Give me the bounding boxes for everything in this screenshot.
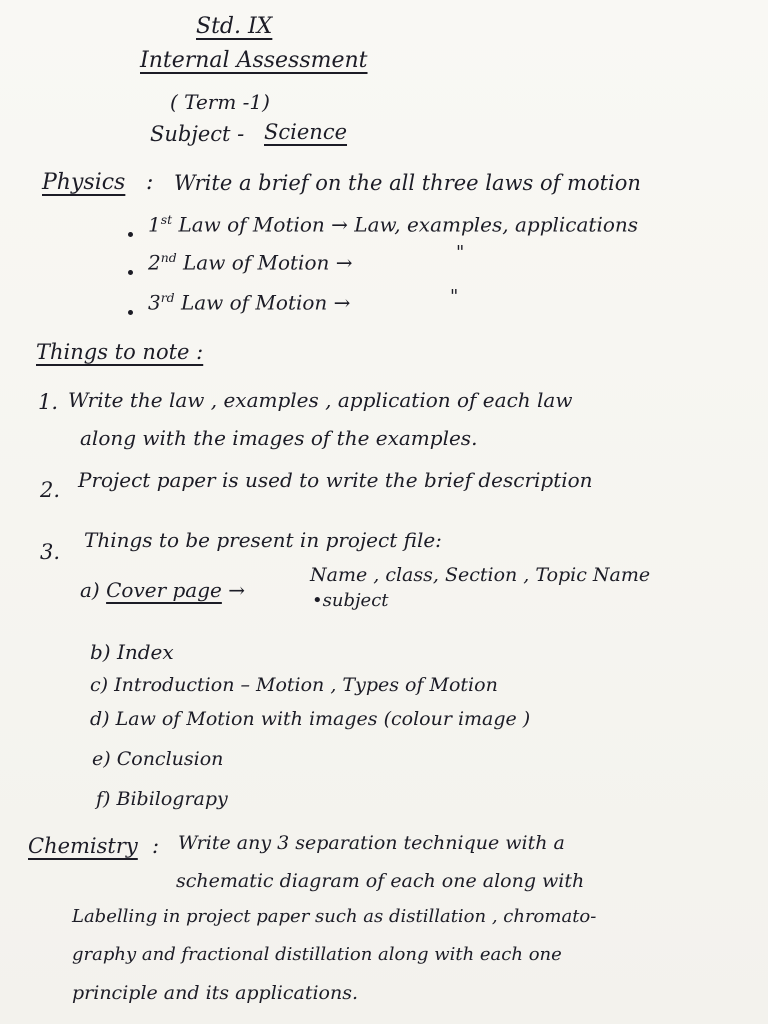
law-1-arrow: → <box>331 212 348 237</box>
chemistry-line-5: principle and its applications. <box>72 982 359 1004</box>
law-1-suffix: st <box>160 212 173 227</box>
file-item-e <box>92 750 223 769</box>
note-3-line1: Things to be present in project file: <box>84 528 442 552</box>
file-item-d <box>90 710 530 729</box>
file-item-a-letter: a) <box>80 578 100 602</box>
file-item-b-letter: b) <box>90 640 111 664</box>
file-item-b-text: Index <box>116 640 174 664</box>
law-3-suffix: rd <box>160 290 175 305</box>
file-item-d-letter: d) <box>90 708 110 730</box>
subject-label: Subject - <box>150 122 245 146</box>
note-1-number: 1. <box>38 390 59 414</box>
law-1-text: Law of Motion <box>178 212 325 237</box>
law-2 <box>148 250 353 275</box>
law-2-suffix: nd <box>160 250 177 265</box>
chemistry-line-2: schematic diagram of each one along with <box>176 870 585 892</box>
notes-heading: Things to note : <box>36 340 204 364</box>
chemistry-heading: Chemistry <box>28 834 138 858</box>
page-title: Internal Assessment <box>140 48 368 73</box>
subject-value: Science <box>264 120 348 144</box>
term-label: ( Term -1) <box>170 90 270 114</box>
law-3-ditto: " <box>450 286 459 307</box>
law-2-bullet <box>128 270 133 275</box>
chemistry-line-3: Labelling in project paper such as distillation , chromato- <box>72 906 597 927</box>
file-item-a-details: Name , class, Section , Topic Name <box>310 564 651 586</box>
chemistry-line-1: Write any 3 separation technique with a <box>178 832 565 854</box>
law-3-arrow: → <box>333 290 351 315</box>
law-1-details: Law, examples, applications <box>354 212 639 237</box>
chemistry-colon: : <box>152 834 160 858</box>
note-1-line1: Write the law , examples , application of each law <box>68 388 573 412</box>
file-item-c <box>90 676 498 695</box>
law-3 <box>148 290 351 315</box>
physics-heading: Physics <box>42 170 126 195</box>
file-item-a-arrow: → <box>228 578 245 602</box>
file-item-a <box>80 580 245 600</box>
law-3-bullet <box>128 310 133 315</box>
note-3-number: 3. <box>40 540 61 564</box>
note-2-line1: Project paper is used to write the brief description <box>78 468 593 492</box>
note-2-number: 2. <box>40 478 61 502</box>
law-1 <box>148 212 639 237</box>
file-item-b <box>90 642 174 662</box>
law-3-text: Law of Motion <box>180 290 328 315</box>
law-2-ditto: " <box>456 242 465 263</box>
file-item-a-text: Cover page <box>106 578 222 602</box>
law-1-bullet <box>128 232 133 237</box>
file-item-e-letter: e) <box>92 748 111 770</box>
file-item-f-letter: f) <box>96 788 111 810</box>
file-item-e-text: Conclusion <box>116 748 224 770</box>
file-item-f <box>96 790 228 809</box>
physics-colon: : <box>146 170 154 195</box>
law-3-ordinal: 3 <box>148 290 161 315</box>
note-1-line2: along with the images of the examples. <box>80 426 478 450</box>
file-item-d-text: Law of Motion with images (colour image ) <box>115 708 531 730</box>
file-item-c-letter: c) <box>90 674 109 696</box>
law-2-text: Law of Motion <box>183 250 330 275</box>
file-item-c-text: Introduction – Motion , Types of Motion <box>114 674 498 696</box>
law-2-ordinal: 2 <box>148 250 161 275</box>
file-item-a-subject: •subject <box>312 590 389 611</box>
chemistry-line-4: graphy and fractional distillation along with each one <box>72 944 562 965</box>
law-1-ordinal: 1 <box>148 212 161 237</box>
physics-instruction: Write a brief on the all three laws of motion <box>174 171 641 195</box>
law-2-arrow: → <box>335 250 353 275</box>
standard-label: Std. IX <box>196 14 273 39</box>
file-item-f-text: Bibilograpy <box>116 788 228 810</box>
